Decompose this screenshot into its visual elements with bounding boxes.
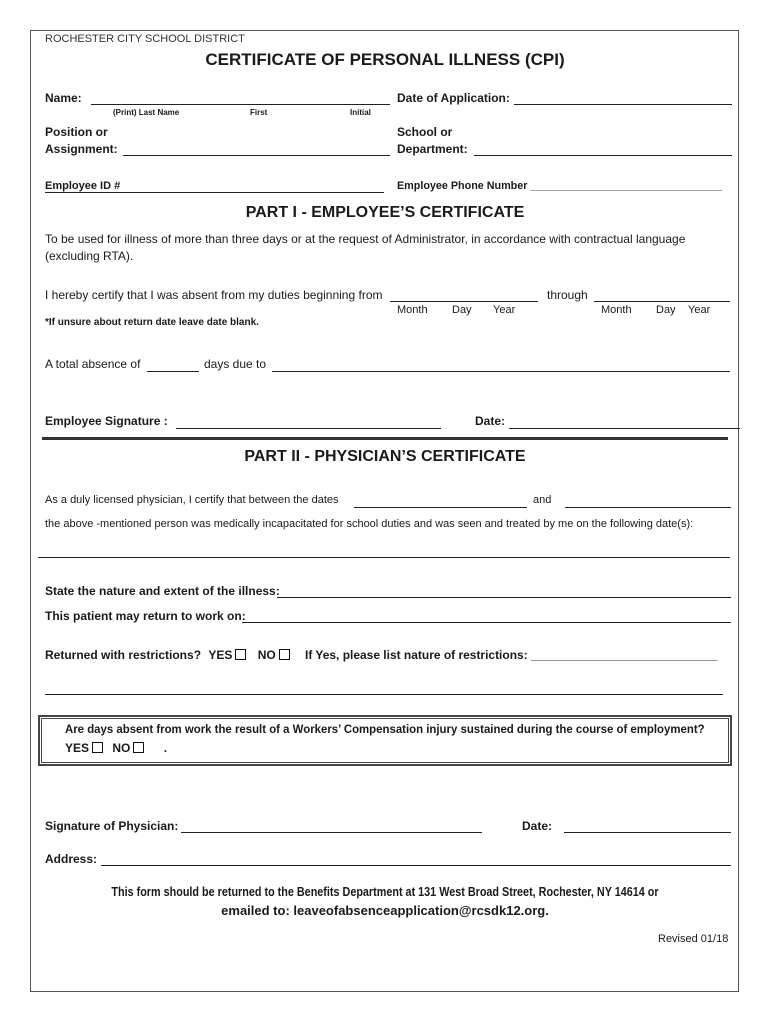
position-field[interactable] xyxy=(123,155,390,156)
position-label-2: Assignment: xyxy=(45,142,118,156)
wc-yes-label: YES xyxy=(65,741,90,755)
absence-end-date-field[interactable] xyxy=(594,301,730,302)
restrictions-no-checkbox[interactable] xyxy=(279,649,290,660)
part1-intro-line1: To be used for illness of more than three days or at the request of Administrator, in accordance with contractual language xyxy=(45,232,686,246)
wc-no-label: NO xyxy=(112,741,131,755)
end-month-label: Month xyxy=(601,304,632,316)
restrictions-yes-label: YES xyxy=(208,648,233,662)
restrictions-question xyxy=(45,648,290,662)
return-instructions-line2: emailed to: leaveofabsenceapplication@rcsdk12.org. xyxy=(221,903,549,918)
employee-id-label: Employee ID # xyxy=(45,180,121,192)
restrictions-detail-field[interactable] xyxy=(45,694,723,695)
form-title: CERTIFICATE OF PERSONAL ILLNESS (CPI) xyxy=(205,50,565,69)
start-month-label: Month xyxy=(397,304,428,316)
return-label: This patient may return to work on: xyxy=(45,609,246,623)
form-page xyxy=(30,30,739,992)
return-date-field[interactable] xyxy=(242,622,731,623)
absence-reason-field[interactable] xyxy=(272,371,730,372)
position-label-1: Position or xyxy=(45,125,108,139)
absence-start-date-field[interactable] xyxy=(390,301,538,302)
address-field[interactable] xyxy=(101,865,731,866)
end-year-label: Year xyxy=(688,304,711,316)
part1-intro-line2: (excluding RTA). xyxy=(45,249,134,263)
employee-signature-label: Employee Signature : xyxy=(45,414,168,428)
employee-id-field[interactable] xyxy=(45,192,384,193)
days-due-label: days due to xyxy=(204,357,267,371)
if-yes-label: If Yes, please list nature of restrictions: ____________________________ xyxy=(305,648,718,662)
print-last-name-label: (Print) Last Name xyxy=(113,108,180,117)
nature-label: State the nature and extent of the illness: xyxy=(45,584,280,598)
physician-date-field[interactable] xyxy=(564,832,731,833)
name-label: Name: xyxy=(45,91,82,105)
part2-title: PART II - PHYSICIAN’S CERTIFICATE xyxy=(244,448,526,465)
nature-field[interactable] xyxy=(277,597,731,598)
employee-date-label: Date: xyxy=(475,414,506,428)
licensed-text: As a duly licensed physician, I certify that between the dates xyxy=(45,494,339,506)
employee-phone-label: Employee Phone Number ________________________________ xyxy=(397,180,723,192)
through-label: through xyxy=(547,288,588,302)
treatment-dates-field[interactable] xyxy=(38,557,730,558)
school-field[interactable] xyxy=(474,155,732,156)
and-label: and xyxy=(533,494,552,506)
workers-comp-question: Are days absent from work the result of a Workers’ Compensation injury sustained during the course of employment? xyxy=(65,722,705,736)
physician-signature-label: Signature of Physician: xyxy=(45,819,179,833)
total-days-field[interactable] xyxy=(147,371,199,372)
total-absence-label: A total absence of xyxy=(45,357,141,371)
section-divider xyxy=(42,437,728,440)
return-instructions-line1: This form should be returned to the Benefits Department at 131 West Broad Street, Rochester, NY 14614 or xyxy=(111,884,659,899)
restrictions-label: Returned with restrictions? xyxy=(45,648,202,662)
start-day-label: Day xyxy=(452,304,472,316)
employee-date-field[interactable] xyxy=(509,428,740,429)
restrictions-no-label: NO xyxy=(257,648,276,662)
date-of-application-label: Date of Application: xyxy=(397,91,510,105)
certify-text: I hereby certify that I was absent from my duties beginning from xyxy=(45,288,383,302)
wc-period: . xyxy=(163,741,168,755)
physician-date-label: Date: xyxy=(522,819,553,833)
restrictions-yes-checkbox[interactable] xyxy=(235,649,246,660)
physician-signature-field[interactable] xyxy=(181,832,482,833)
workers-comp-options xyxy=(65,741,167,755)
physician-start-date-field[interactable] xyxy=(354,507,527,508)
part1-title: PART I - EMPLOYEE’S CERTIFICATE xyxy=(245,204,525,221)
start-year-label: Year xyxy=(493,304,516,316)
wc-yes-checkbox[interactable] xyxy=(92,742,103,753)
first-name-label: First xyxy=(250,108,268,117)
address-label: Address: xyxy=(45,852,98,866)
district-name: ROCHESTER CITY SCHOOL DISTRICT xyxy=(45,33,245,45)
physician-end-date-field[interactable] xyxy=(565,507,731,508)
employee-signature-field[interactable] xyxy=(176,428,441,429)
school-label-1: School or xyxy=(397,125,453,139)
initial-label: Initial xyxy=(350,108,371,117)
school-label-2: Department: xyxy=(397,142,468,156)
revised-date: Revised 01/18 xyxy=(658,933,729,945)
end-day-label: Day xyxy=(656,304,676,316)
incapacitated-text: the above -mentioned person was medically incapacitated for school duties and was seen and treated by me on the following date(s): xyxy=(45,518,694,530)
wc-no-checkbox[interactable] xyxy=(133,742,144,753)
date-of-application-field[interactable] xyxy=(514,104,732,105)
unsure-note: *If unsure about return date leave date blank. xyxy=(45,317,259,328)
name-field[interactable] xyxy=(91,104,390,105)
